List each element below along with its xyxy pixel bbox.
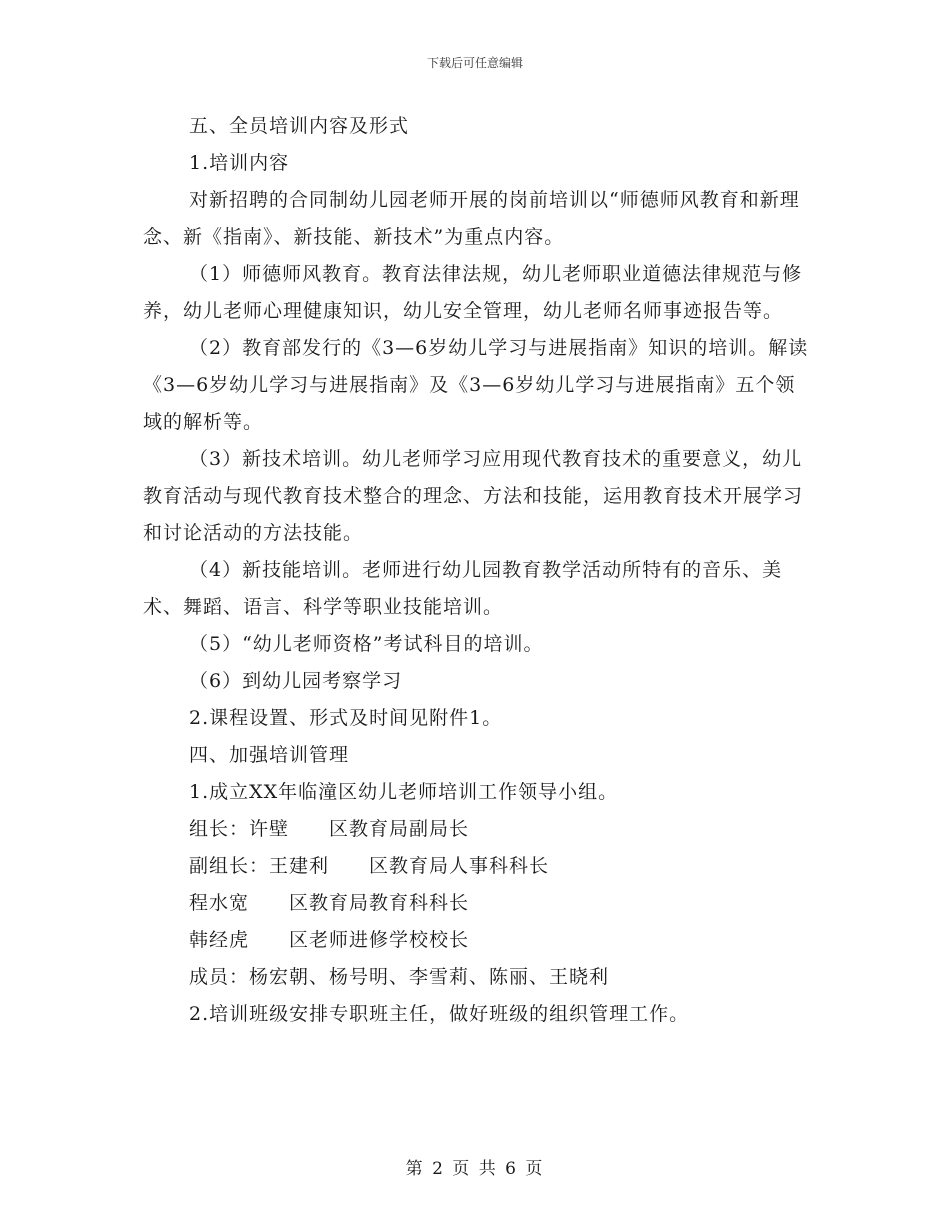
- member-line: 程水宽 区教育局教育科科长: [189, 892, 470, 914]
- subsection-heading: 1.培训内容: [189, 152, 290, 174]
- document-body: [143, 108, 815, 1033]
- page-header-note: 下载后可任意编辑: [426, 56, 523, 70]
- member-line: 成员：杨宏朝、杨号明、李雪莉、陈丽、王晓利: [189, 966, 610, 988]
- body-paragraph: （4）新技能培训。老师进行幼儿园教育教学活动所特有的音乐、美术、舞蹈、语言、科学等职业技能培训。: [143, 559, 783, 618]
- member-line: 副组长：王建利 区教育局人事科科长: [189, 855, 550, 877]
- subsection-heading: 1.成立XX年临潼区幼儿老师培训工作领导小组。: [189, 781, 619, 803]
- body-paragraph: （2）教育部发行的《3—6岁幼儿学习与进展指南》知识的培训。解读《3—6岁幼儿学习与进展指南》及《3—6岁幼儿学习与进展指南》五个领域的解析等。: [143, 337, 809, 433]
- body-paragraph: 对新招聘的合同制幼儿园老师开展的岗前培训以“师德师风教育和新理念、新《指南》、新技能、新技术”为重点内容。: [143, 189, 800, 248]
- body-paragraph: （6）到幼儿园考察学习: [189, 670, 403, 692]
- page-footer: 第 2 页 共 6 页: [405, 1159, 545, 1179]
- body-paragraph: （1）师德师风教育。教育法律法规，幼儿老师职业道德法律规范与修养，幼儿老师心理健康知识，幼儿安全管理，幼儿老师名师事迹报告等。: [143, 263, 803, 322]
- subsection-heading: 2.课程设置、形式及时间见附件1。: [189, 707, 503, 729]
- member-line: 韩经虎 区老师进修学校校长: [189, 929, 470, 951]
- section-heading: 五、全员培训内容及形式: [189, 115, 410, 137]
- body-paragraph: （3）新技术培训。幼儿老师学习应用现代教育技术的重要意义，幼儿教育活动与现代教育技术整合的理念、方法和技能，运用教育技术开展学习和讨论活动的方法技能。: [143, 448, 804, 544]
- body-paragraph: （5）“幼儿老师资格”考试科目的培训。: [189, 633, 544, 655]
- subsection-heading: 2.培训班级安排专职班主任，做好班级的组织管理工作。: [189, 1003, 690, 1025]
- section-heading: 四、加强培训管理: [189, 744, 350, 766]
- member-line: 组长：许壁 区教育局副局长: [189, 818, 470, 840]
